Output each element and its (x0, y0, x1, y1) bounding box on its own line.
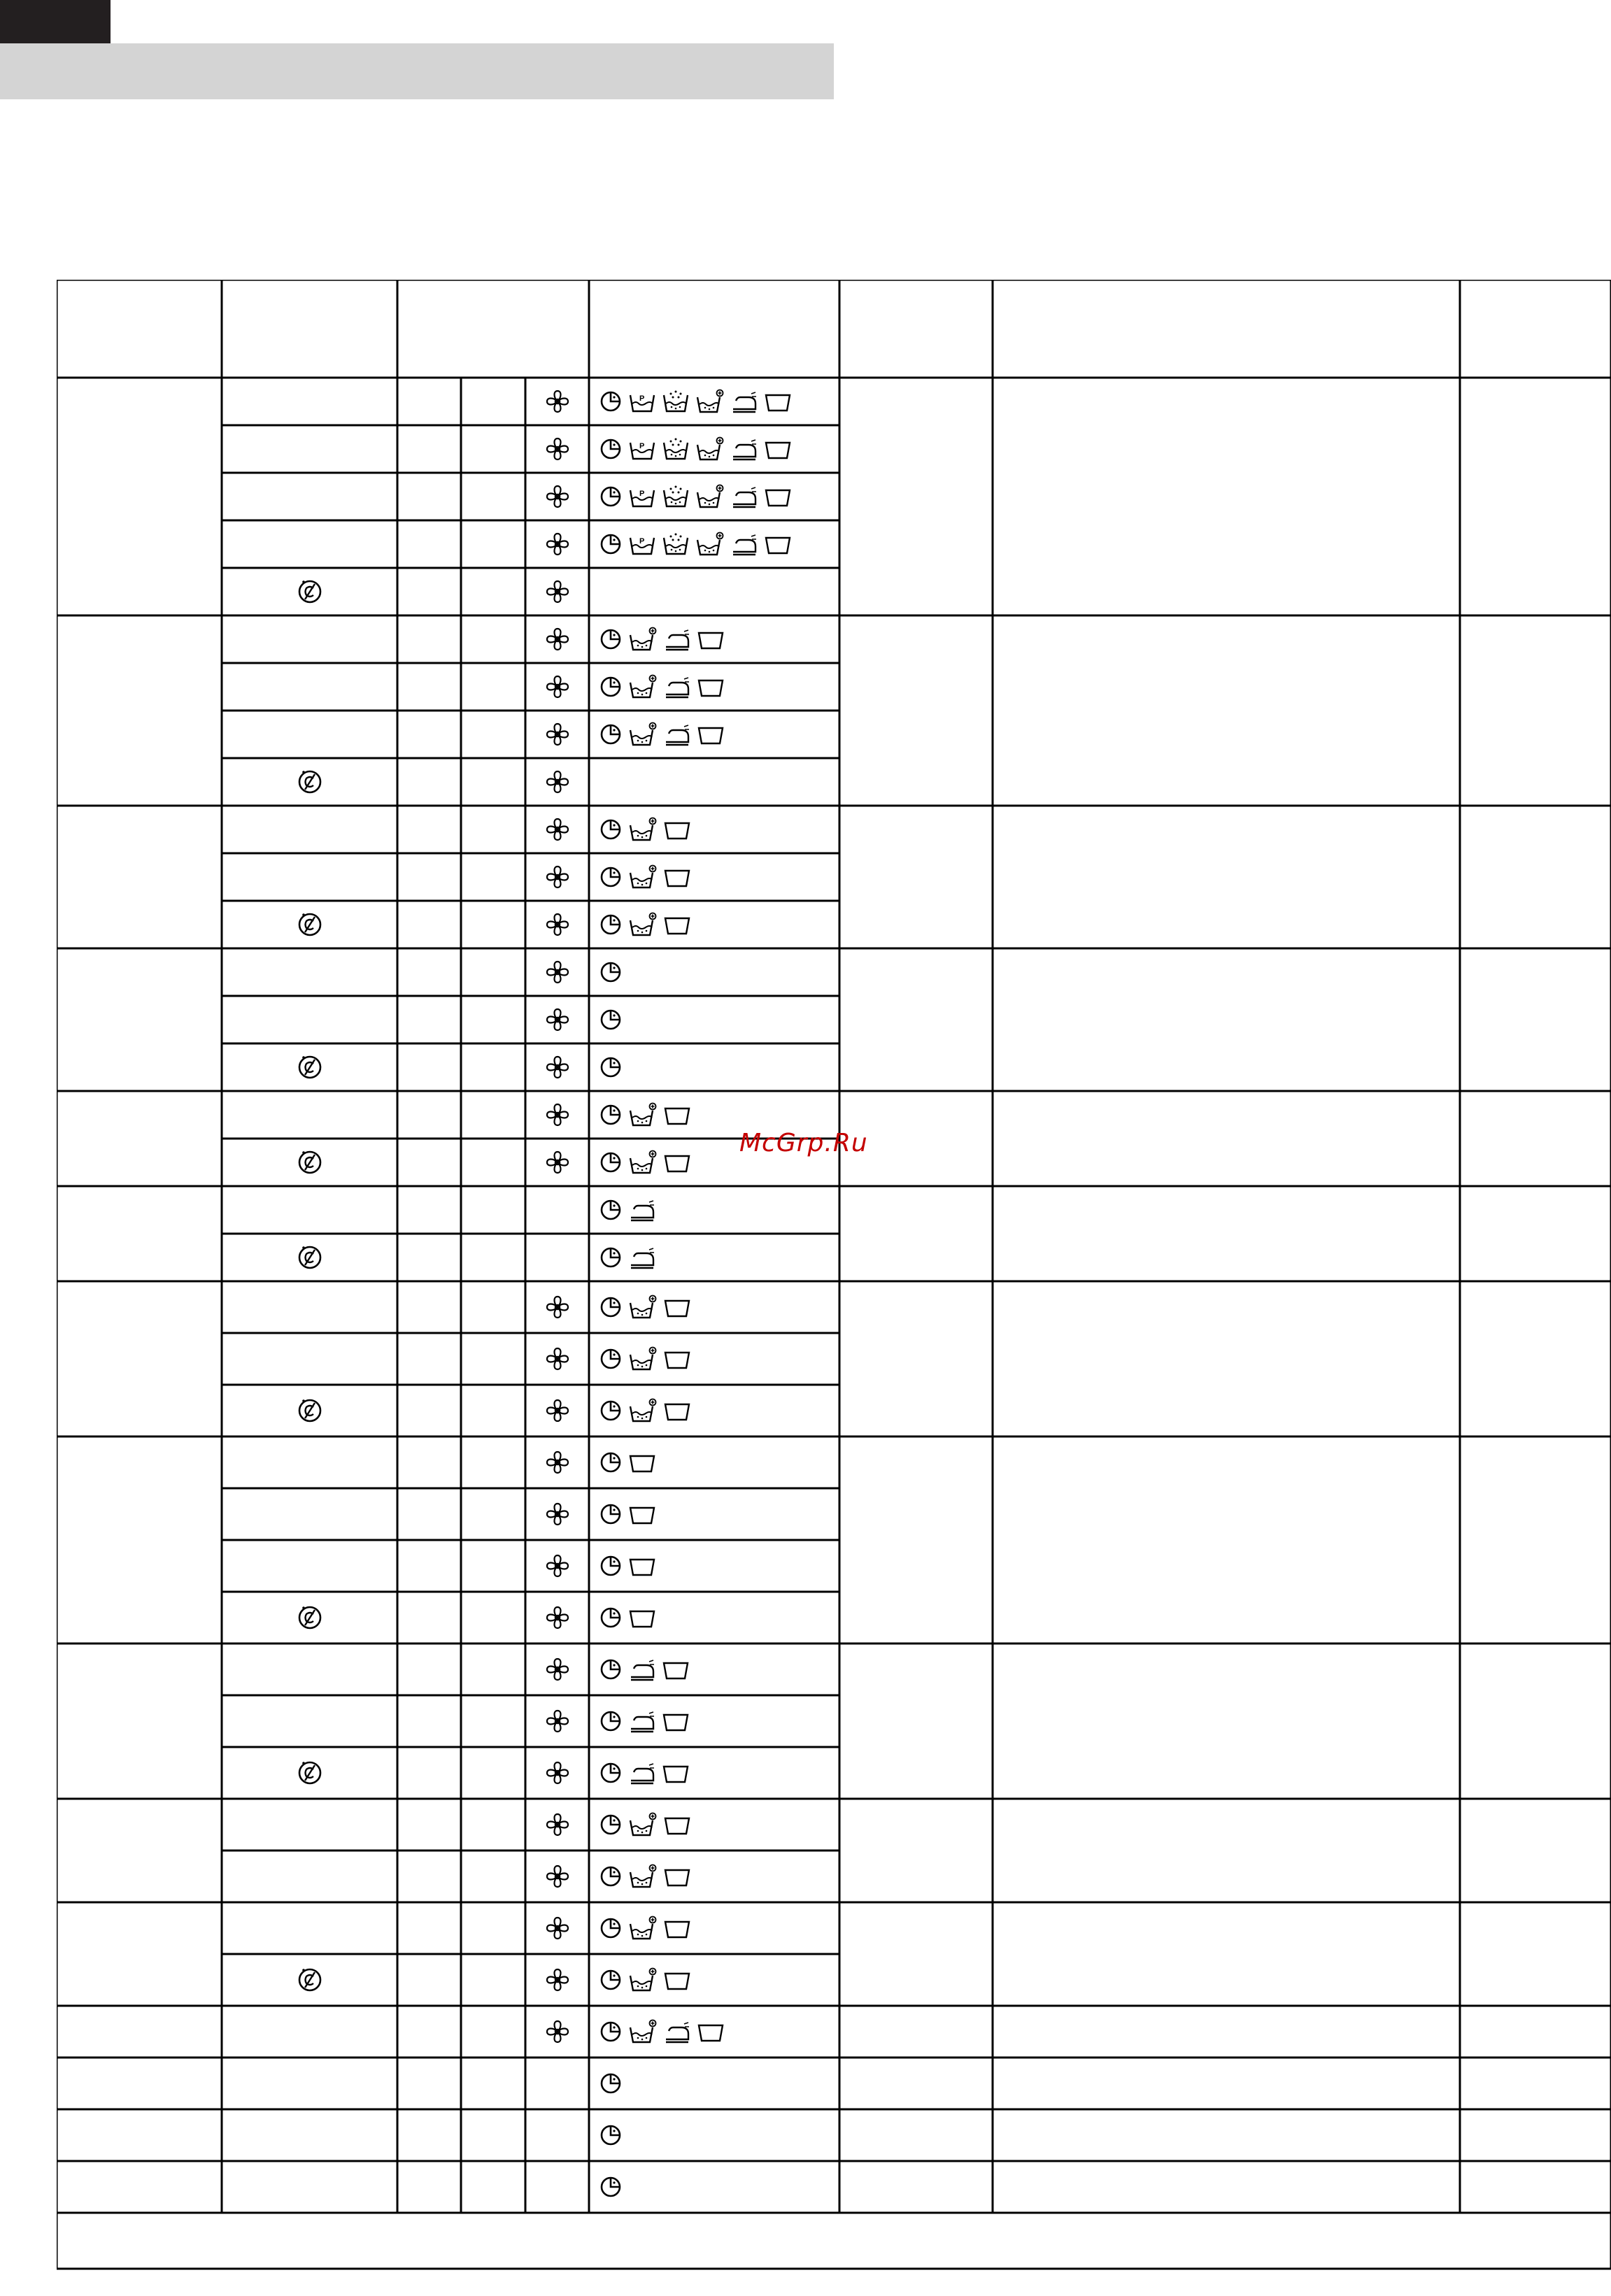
wash-tub-icon (764, 437, 792, 461)
option-icons-cell (599, 948, 837, 996)
fan-cell (525, 948, 589, 996)
fan-icon (545, 1346, 570, 1371)
option-icons-cell (599, 1592, 837, 1643)
fan-icon (545, 674, 570, 699)
option-icons-cell (599, 2109, 837, 2161)
timer-icon (599, 1502, 623, 1526)
timer-icon (599, 1657, 623, 1681)
extra-rinse-icon (628, 2019, 658, 2044)
extra-rinse-icon (628, 1102, 658, 1127)
option-icons-cell (599, 996, 837, 1043)
extra-rinse-icon (695, 484, 725, 509)
timer-icon (599, 1813, 623, 1837)
fan-icon (545, 1605, 570, 1630)
fan-cell (525, 1747, 589, 1799)
fan-icon (545, 1760, 570, 1785)
extra-rinse-icon (628, 864, 658, 890)
fan-cell (525, 1851, 589, 1902)
timer-icon (599, 1606, 623, 1630)
fan-cell (525, 1043, 589, 1091)
option-icons-cell (599, 711, 837, 758)
extra-rinse-icon (695, 436, 725, 462)
fan-cell (525, 758, 589, 806)
wash-tub-icon (697, 2020, 725, 2044)
timer-icon (599, 390, 623, 413)
timer-icon (599, 2072, 623, 2095)
easy-iron-icon (663, 627, 691, 651)
prewash-icon (628, 437, 656, 461)
timer-icon (599, 1916, 623, 1940)
option-icons-cell (599, 806, 837, 853)
timer-icon (599, 1399, 623, 1422)
fan-icon (545, 1450, 570, 1475)
fan-icon (545, 1398, 570, 1423)
wash-tub-icon (663, 1347, 691, 1371)
fan-cell (525, 711, 589, 758)
no-prewash-cell (222, 1139, 397, 1186)
fan-cell (525, 1695, 589, 1747)
extra-rinse-icon (628, 1864, 658, 1889)
fan-icon (545, 1007, 570, 1032)
extra-rinse-icon (695, 532, 725, 557)
timer-icon (599, 1246, 623, 1269)
wash-tub-icon (662, 1761, 690, 1785)
option-icons-cell (599, 615, 837, 663)
timer-icon (599, 532, 623, 556)
option-icons-cell (599, 1333, 837, 1385)
prewash-icon (628, 532, 656, 556)
section-tab-marker (0, 0, 111, 43)
fan-cell (525, 1139, 589, 1186)
no-prewash-icon (296, 1053, 324, 1081)
easy-iron-icon (730, 485, 758, 508)
fan-icon (545, 1709, 570, 1734)
timer-icon (599, 485, 623, 508)
fan-cell (525, 568, 589, 615)
fan-icon (545, 532, 570, 557)
timer-icon (599, 1968, 623, 1992)
wash-tub-icon (764, 485, 792, 508)
fan-cell (525, 2006, 589, 2058)
extra-rinse-icon (628, 1398, 658, 1423)
fan-icon (545, 2019, 570, 2044)
extra-rinse-icon (628, 627, 658, 652)
extra-rinse-icon (628, 1812, 658, 1837)
wash-tub-icon (663, 1813, 691, 1837)
fan-cell (525, 425, 589, 473)
fan-cell (525, 615, 589, 663)
fan-icon (545, 1864, 570, 1889)
wash-tub-icon (663, 1295, 691, 1319)
wash-tub-icon (663, 1103, 691, 1127)
fan-cell (525, 806, 589, 853)
timer-icon (599, 818, 623, 841)
easy-iron-icon (730, 532, 758, 556)
fan-cell (525, 1954, 589, 2006)
timer-icon (599, 722, 623, 746)
easy-iron-icon (663, 2020, 691, 2044)
fan-cell (525, 996, 589, 1043)
fan-cell (525, 1540, 589, 1592)
wash-tub-icon (663, 913, 691, 936)
fan-cell (525, 1333, 589, 1385)
fan-icon (545, 1502, 570, 1527)
fan-cell (525, 1902, 589, 1954)
option-icons-cell (599, 1436, 837, 1488)
extra-rinse-icon (628, 912, 658, 937)
easy-iron-icon (730, 390, 758, 413)
watermark-text: McGrp.Ru (739, 1129, 868, 1157)
wash-tub-icon (663, 1968, 691, 1992)
intensive-wash-icon (662, 485, 690, 508)
option-icons-cell (599, 853, 837, 901)
timer-icon (599, 865, 623, 889)
no-prewash-cell (222, 758, 397, 806)
fan-icon (545, 864, 570, 890)
easy-iron-icon (628, 1246, 656, 1269)
option-icons-cell (599, 901, 837, 948)
extra-rinse-icon (695, 389, 725, 414)
option-icons-cell (599, 2161, 837, 2213)
fan-cell (525, 1281, 589, 1333)
timer-icon (599, 1103, 623, 1127)
intensive-wash-icon (662, 532, 690, 556)
option-icons-cell (599, 2006, 837, 2058)
option-icons-cell (599, 1747, 837, 1799)
fan-cell (525, 901, 589, 948)
option-icons-cell (599, 1281, 837, 1333)
easy-iron-icon (663, 675, 691, 699)
wash-tub-icon (628, 1502, 656, 1526)
fan-icon (545, 1812, 570, 1837)
wash-tub-icon (662, 1709, 690, 1733)
fan-icon (545, 1657, 570, 1682)
wash-tub-icon (663, 1150, 691, 1174)
section-title-bar (0, 43, 834, 99)
svg-text:P: P (639, 537, 645, 546)
timer-icon (599, 1055, 623, 1079)
no-prewash-icon (296, 1148, 324, 1176)
option-icons-cell (599, 1043, 837, 1091)
option-icons-cell (599, 1385, 837, 1436)
no-prewash-icon (296, 1604, 324, 1632)
timer-icon (599, 960, 623, 984)
intensive-wash-icon (662, 390, 690, 413)
no-prewash-icon (296, 578, 324, 606)
fan-icon (545, 769, 570, 794)
fan-icon (545, 389, 570, 414)
timer-icon (599, 2123, 623, 2147)
wash-tub-icon (628, 1606, 656, 1630)
wash-tub-icon (662, 1657, 690, 1681)
wash-tub-icon (764, 532, 792, 556)
extra-rinse-icon (628, 1295, 658, 1320)
easy-iron-icon (628, 1657, 656, 1681)
extra-rinse-icon (628, 1150, 658, 1175)
timer-icon (599, 2175, 623, 2199)
wash-tub-icon (697, 627, 725, 651)
timer-icon (599, 2020, 623, 2044)
extra-rinse-icon (628, 722, 658, 747)
fan-icon (545, 1055, 570, 1080)
timer-icon (599, 1450, 623, 1474)
option-icons-cell (599, 1488, 837, 1540)
option-icons-cell (599, 1643, 837, 1695)
no-prewash-icon (296, 1243, 324, 1271)
option-icons-cell (599, 1234, 837, 1281)
extra-rinse-icon (628, 817, 658, 842)
intensive-wash-icon (662, 437, 690, 461)
no-prewash-cell (222, 1043, 397, 1091)
timer-icon (599, 1150, 623, 1174)
timer-icon (599, 1554, 623, 1578)
fan-icon (545, 484, 570, 509)
fan-cell (525, 1799, 589, 1851)
fan-icon (545, 436, 570, 462)
wash-tub-icon (663, 1916, 691, 1940)
extra-rinse-icon (628, 1967, 658, 1992)
fan-icon (545, 627, 570, 652)
option-icons-cell (599, 1540, 837, 1592)
fan-cell (525, 1436, 589, 1488)
fan-icon (545, 912, 570, 937)
wash-tub-icon (663, 818, 691, 841)
no-prewash-cell (222, 1954, 397, 2006)
no-prewash-cell (222, 1234, 397, 1281)
wash-tub-icon (663, 1399, 691, 1422)
timer-icon (599, 1198, 623, 1222)
extra-rinse-icon (628, 1346, 658, 1371)
option-icons-cell (599, 1695, 837, 1747)
prewash-icon (628, 485, 656, 508)
easy-iron-icon (628, 1709, 656, 1733)
svg-text:P: P (639, 442, 645, 450)
option-icons-cell (599, 1851, 837, 1902)
fan-cell (525, 1385, 589, 1436)
wash-tub-icon (663, 865, 691, 889)
timer-icon (599, 437, 623, 461)
program-table (57, 280, 1611, 2296)
easy-iron-icon (628, 1761, 656, 1785)
wash-tub-icon (697, 675, 725, 699)
no-prewash-icon (296, 768, 324, 796)
easy-iron-icon (663, 722, 691, 746)
fan-icon (545, 960, 570, 985)
option-icons-cell (599, 663, 837, 711)
wash-tub-icon (663, 1864, 691, 1888)
fan-cell (525, 1643, 589, 1695)
easy-iron-icon (628, 1198, 656, 1222)
no-prewash-icon (296, 1759, 324, 1787)
extra-rinse-icon (628, 674, 658, 699)
easy-iron-icon (730, 437, 758, 461)
timer-icon (599, 627, 623, 651)
fan-icon (545, 1295, 570, 1320)
fan-icon (545, 1102, 570, 1127)
fan-cell (525, 663, 589, 711)
no-prewash-cell (222, 1747, 397, 1799)
extra-rinse-icon (628, 1916, 658, 1941)
fan-cell (525, 1091, 589, 1139)
timer-icon (599, 1295, 623, 1319)
timer-icon (599, 913, 623, 936)
option-icons-cell (599, 2058, 837, 2109)
fan-icon (545, 1967, 570, 1992)
option-icons-cell (599, 1186, 837, 1234)
no-prewash-cell (222, 1592, 397, 1643)
svg-text:P: P (639, 394, 645, 403)
fan-cell (525, 1488, 589, 1540)
option-icons-cell (599, 520, 837, 568)
fan-cell (525, 520, 589, 568)
fan-icon (545, 1916, 570, 1941)
timer-icon (599, 1864, 623, 1888)
no-prewash-cell (222, 901, 397, 948)
no-prewash-icon (296, 911, 324, 939)
fan-icon (545, 579, 570, 604)
option-icons-cell (599, 1902, 837, 1954)
fan-icon (545, 1553, 570, 1578)
svg-text:P: P (639, 490, 645, 498)
timer-icon (599, 1709, 623, 1733)
timer-icon (599, 1008, 623, 1032)
timer-icon (599, 1347, 623, 1371)
option-icons-cell (599, 1799, 837, 1851)
no-prewash-cell (222, 568, 397, 615)
no-prewash-icon (296, 1966, 324, 1994)
wash-tub-icon (628, 1450, 656, 1474)
prewash-icon (628, 390, 656, 413)
fan-icon (545, 1150, 570, 1175)
fan-cell (525, 853, 589, 901)
no-prewash-cell (222, 1385, 397, 1436)
fan-icon (545, 817, 570, 842)
no-prewash-icon (296, 1397, 324, 1425)
option-icons-cell (599, 425, 837, 473)
wash-tub-icon (697, 722, 725, 746)
option-icons-cell (599, 378, 837, 425)
fan-cell (525, 378, 589, 425)
option-icons-cell (599, 1954, 837, 2006)
fan-icon (545, 722, 570, 747)
fan-cell (525, 1592, 589, 1643)
timer-icon (599, 675, 623, 699)
wash-tub-icon (764, 390, 792, 413)
wash-tub-icon (628, 1554, 656, 1578)
timer-icon (599, 1761, 623, 1785)
option-icons-cell (599, 473, 837, 520)
fan-cell (525, 473, 589, 520)
